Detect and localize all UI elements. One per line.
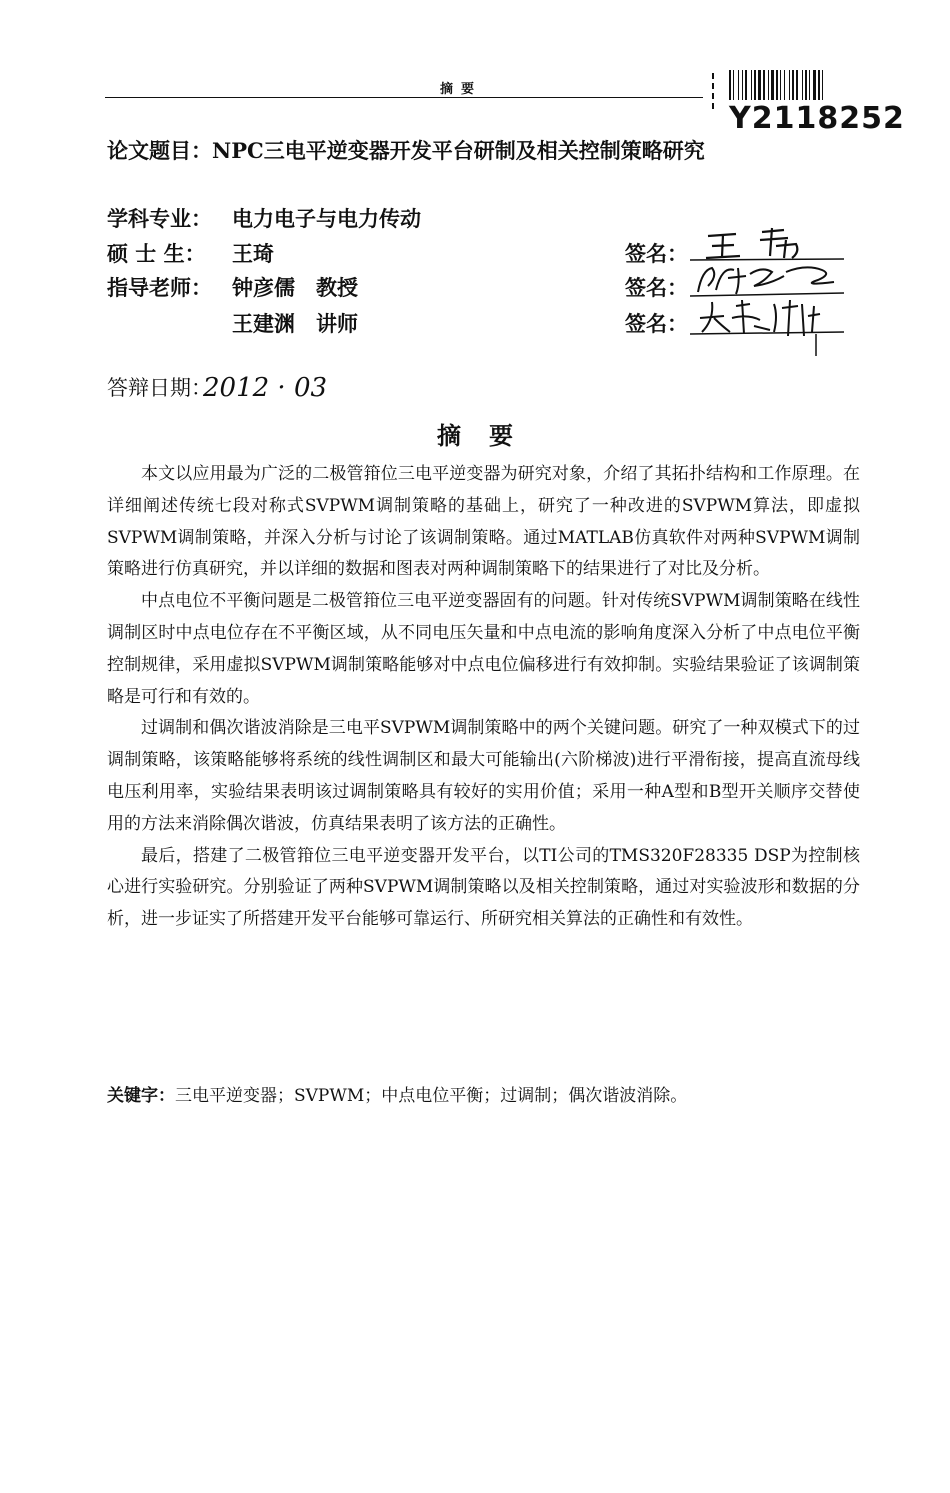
advisor-2-signature bbox=[688, 296, 848, 358]
header-rule bbox=[105, 97, 703, 98]
signature-label-advisor-2: 签名： bbox=[625, 311, 688, 336]
major-value: 电力电子与电力传动 bbox=[232, 206, 421, 231]
defense-date-label: 答辩日期： bbox=[107, 376, 212, 400]
signature-label-advisor-1: 签名： bbox=[625, 275, 688, 300]
defense-date-handwritten bbox=[201, 368, 331, 404]
barcode-tick-mark bbox=[712, 73, 714, 113]
svg-text:2012 · 03: 2012 · 03 bbox=[203, 373, 328, 403]
thesis-title-text: NPC三电平逆变器开发平台研制及相关控制策略研究 bbox=[212, 138, 705, 163]
abstract-heading: 摘要 bbox=[437, 421, 541, 450]
barcode-id: Y2118252 bbox=[729, 101, 905, 136]
student-signature bbox=[688, 226, 848, 262]
advisor-1-value: 钟彦儒 教授 bbox=[232, 275, 358, 300]
keywords-text: 三电平逆变器；SVPWM；中点电位平衡；过调制；偶次谐波消除。 bbox=[175, 1086, 688, 1106]
major-label: 学科专业： bbox=[107, 206, 212, 231]
keywords bbox=[107, 1081, 867, 1106]
signature-label-student: 签名： bbox=[625, 241, 688, 266]
advisor-2-value: 王建渊 讲师 bbox=[232, 311, 358, 336]
student-value: 王琦 bbox=[232, 241, 274, 266]
abstract-body bbox=[107, 459, 860, 936]
abstract-paragraph: 过调制和偶次谐波消除是三电平SVPWM调制策略中的两个关键问题。研究了一种双模式下的过调制策略，该策略能够将系统的线性调制区和最大可能输出(六阶梯波)进行平滑衔接，提高直流母线电压利用率，实验结果表明该过调制策略具有较好的实用价值；采用一种A型和B型开关顺序交替使用的方法来消除偶次谐波，仿真结果表明了该方法的正确性。 bbox=[107, 718, 860, 834]
thesis-title-label: 论文题目： bbox=[107, 138, 212, 163]
running-header: 摘要 bbox=[440, 82, 483, 97]
abstract-paragraph: 本文以应用最为广泛的二极管箝位三电平逆变器为研究对象，介绍了其拓扑结构和工作原理。在详细阐述传统七段对称式SVPWM调制策略的基础上，研究了一种改进的SVPWM算法，即虚拟SVPWM调制策略，并深入分析与讨论了该调制策略。通过MATLAB仿真软件对两种SVPWM调制策略进行仿真研究，并以详细的数据和图表对两种调制策略下的结果进行了对比及分析。 bbox=[107, 464, 860, 580]
advisor-label: 指导老师： bbox=[107, 275, 212, 300]
thesis-title bbox=[107, 135, 705, 165]
abstract-paragraph: 中点电位不平衡问题是二极管箝位三电平逆变器固有的问题。针对传统SVPWM调制策略在线性调制区时中点电位存在不平衡区域，从不同电压矢量和中点电流的影响角度深入分析了中点电位平衡控制规律，采用虚拟SVPWM调制策略能够对中点电位偏移进行有效抑制。实验结果验证了该调制策略是可行和有效的。 bbox=[107, 591, 860, 707]
abstract-paragraph: 最后，搭建了二极管箝位三电平逆变器开发平台，以TI公司的TMS320F28335 DSP为控制核心进行实验研究。分别验证了两种SVPWM调制策略以及相关控制策略，通过对实验波形和数据的分析，进一步证实了所搭建开发平台能够可靠运行、所研究相关算法的正确性和有效性。 bbox=[107, 845, 860, 930]
keywords-label: 关键字： bbox=[107, 1086, 175, 1106]
advisor-1-signature bbox=[688, 262, 848, 298]
student-label: 硕 士 生： bbox=[107, 241, 206, 266]
